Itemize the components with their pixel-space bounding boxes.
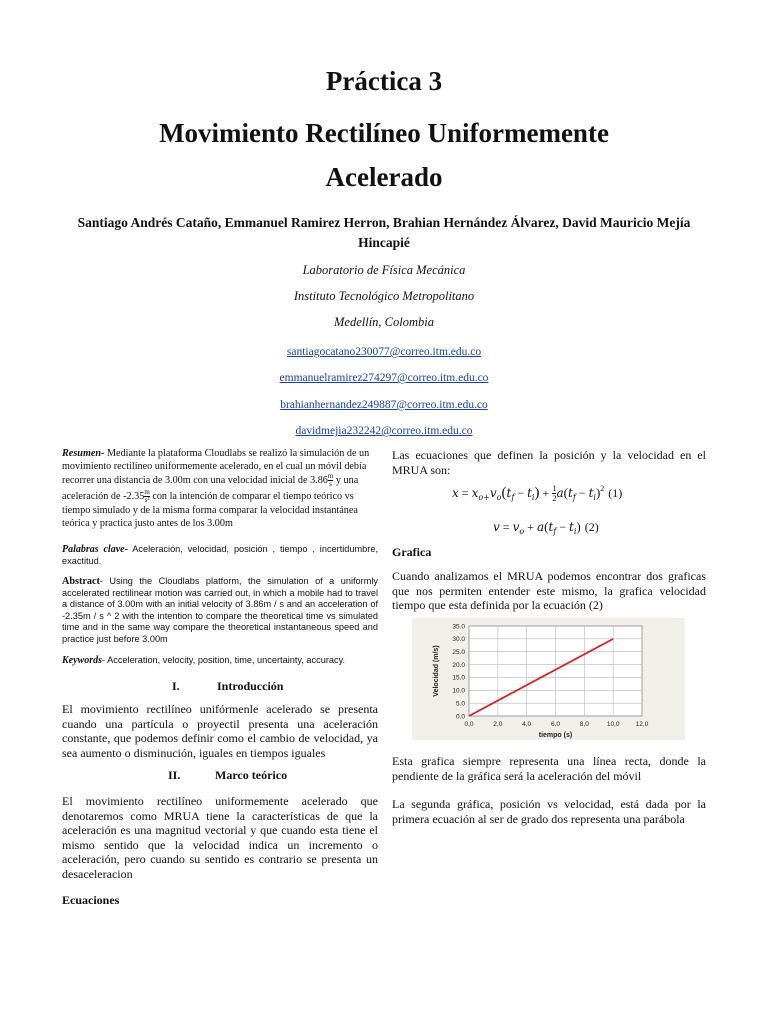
resumen-line-2: movimiento rectilíneo uniformemente acelerado, en el cual un móvil debía (62, 460, 367, 472)
y-tick-label: 5.0 (455, 700, 465, 708)
y-axis-label: Velocidad (m/s) (433, 645, 440, 697)
affiliation-city: Medellín, Colombia (334, 315, 434, 329)
x-tick-label: 2,0 (493, 721, 503, 728)
resumen-frac2-den: s² (144, 496, 150, 505)
resumen-line-3a: recorrer una distancia de 3.00m con una velocidad inicial de 3.86 (62, 475, 328, 487)
y-tick-label: 35.0 (452, 623, 465, 631)
x-tick-label: 0,0 (464, 721, 474, 728)
right-paragraph-4: La segunda gráfica, posición vs velocidad, está dada por la primera ecuación al ser de grado dos representa una parábola (392, 797, 706, 826)
abstract-block (62, 576, 378, 646)
x-tick-label: 4,0 (522, 721, 532, 728)
velocity-time-chart (412, 618, 685, 740)
ecuaciones-heading: Ecuaciones (62, 893, 120, 907)
authors-line-1: Santiago Andrés Cataño, Emmanuel Ramirez Herron, Brahian Hernández Álvarez, David Mauricio Mejía (77, 215, 691, 230)
y-tick-label: 10.0 (452, 687, 465, 695)
resumen-block (62, 448, 378, 530)
equation-1-label: (1) (608, 486, 623, 501)
right-paragraph-3: Esta grafica siempre representa una línea recta, donde la pendiente de la gráfica será la aceleración del móvil (392, 754, 706, 783)
palabras-label: Palabras clave- (62, 544, 128, 555)
equation-2-label: (2) (584, 520, 599, 534)
right-paragraph-1: Las ecuaciones que definen la posición y la velocidad en el MRUA son: (392, 448, 706, 477)
x-tick-label: 8,0 (579, 721, 589, 728)
authors-line-2: Hincapié (358, 235, 410, 250)
section-2-title: Marco teórico (215, 768, 288, 782)
resumen-line-4a: aceleración de -2.35 (62, 491, 145, 503)
title-line-2: Movimiento Rectilíneo Uniformemente (159, 118, 609, 148)
resumen-frac-den: s (329, 480, 332, 489)
abstract-text: - Using the Cloudlabs platform, the simulation of a uniformly accelerated rectilinear motion was carried out, in which a mobile had to travel a distance of 3.00m with an initial velocity of 3.86m / s and an acceleration of -2.35m / s ^ 2 with the intention to compare the theoretical time vs simulated time and in the same way compare the theoretical instantaneous speed and practice just before 3.00m (62, 576, 378, 644)
resumen-line-4b: con la intención de comparar el tiempo teórico vs (149, 491, 354, 503)
velocity-time-chart-svg (412, 618, 685, 740)
title-line-1: Práctica 3 (325, 66, 443, 96)
section-1-title: Introducción (217, 679, 284, 693)
palabras-clave (62, 544, 378, 567)
y-tick-label: 0.0 (455, 713, 465, 721)
email-link-1[interactable]: santiagocatano230077@correo.itm.edu.co (286, 346, 482, 358)
resumen-line-3b: y una (333, 475, 359, 487)
right-paragraph-2: Cuando analizamos el MRUA podemos encontrar dos graficas que nos permiten entender este mismo, la grafica velocidad tiempo que esta definida por la ecuación (2) (392, 569, 706, 612)
title-line-3: Acelerado (325, 162, 443, 192)
section-2-text: El movimiento rectilíneo uniformemente acelerado que denotaremos como MRUA tiene la características de que la aceleración es una magnitud vectorial y que cuando esta tiene el mismo sentido que la velocidad indica un incremento o aceleración, pero cuando su sentido es contrario se presenta un desaceleracion (62, 794, 378, 881)
grafica-heading: Grafica (392, 545, 432, 559)
keywords-label: Keywords (62, 655, 102, 666)
resumen-line-6: teórica y practica justo antes de los 3.00m (62, 517, 233, 529)
y-tick-label: 20.0 (452, 661, 465, 669)
y-tick-label: 30.0 (452, 636, 465, 644)
y-tick-label: 15.0 (452, 674, 465, 682)
abstract-label: Abstract (62, 576, 100, 587)
resumen-label: Resumen- (62, 448, 105, 459)
x-tick-label: 6,0 (550, 721, 561, 728)
x-axis-label: tiempo (s) (538, 732, 573, 739)
section-2-number: II. (168, 768, 181, 782)
equation-2: v = vo + a(tf − ti) (2) (493, 519, 599, 536)
email-link-3[interactable]: brahianhernandez249887@correo.itm.edu.co (280, 399, 488, 411)
section-1-text: El movimiento rectilíneo unifórmenle acelerado se presenta cuando una partícula o proyectil presenta una aceleración constante, que podemos definir como el cambio de velocidad, ya sea aumento o disminución, iguales en tiempos iguales (62, 702, 378, 760)
x-tick-label: 10,0 (606, 721, 620, 728)
affiliation-institute: Instituto Tecnológico Metropolitano (293, 289, 475, 303)
x-tick-label: 12,0 (635, 721, 649, 728)
equation-1: x = xo+vo(tf − ti) + $\frac{1}{2}$ a(tf − ti)$^2$ (1) (452, 483, 623, 503)
palabras-text: Aceleración, velocidad, posición , tiempo , incertidumbre, exactitud. (62, 544, 379, 566)
resumen-line-5: tiempo simulado y de la misma forma comparar la velocidad instantánea (62, 505, 358, 517)
email-link-2[interactable]: emmanuelramirez274297@correo.itm.edu.co (279, 372, 489, 384)
section-1-number: I. (172, 679, 180, 693)
affiliation-lab: Laboratorio de Física Mecánica (302, 263, 466, 277)
resumen-frac2-num: m (144, 488, 150, 497)
y-tick-label: 25.0 (452, 649, 465, 657)
resumen-frac-num: m (327, 472, 334, 481)
resumen-line-1: Mediante la plataforma Cloudlabs se realizó la simulación de un (104, 448, 370, 459)
keywords-text: - Acceleration, velocity, position, time, uncertainty, accuracy. (102, 655, 346, 665)
email-link-4[interactable]: davidmejia232242@correo.itm.edu.co (295, 425, 473, 437)
keywords-block (62, 655, 378, 667)
